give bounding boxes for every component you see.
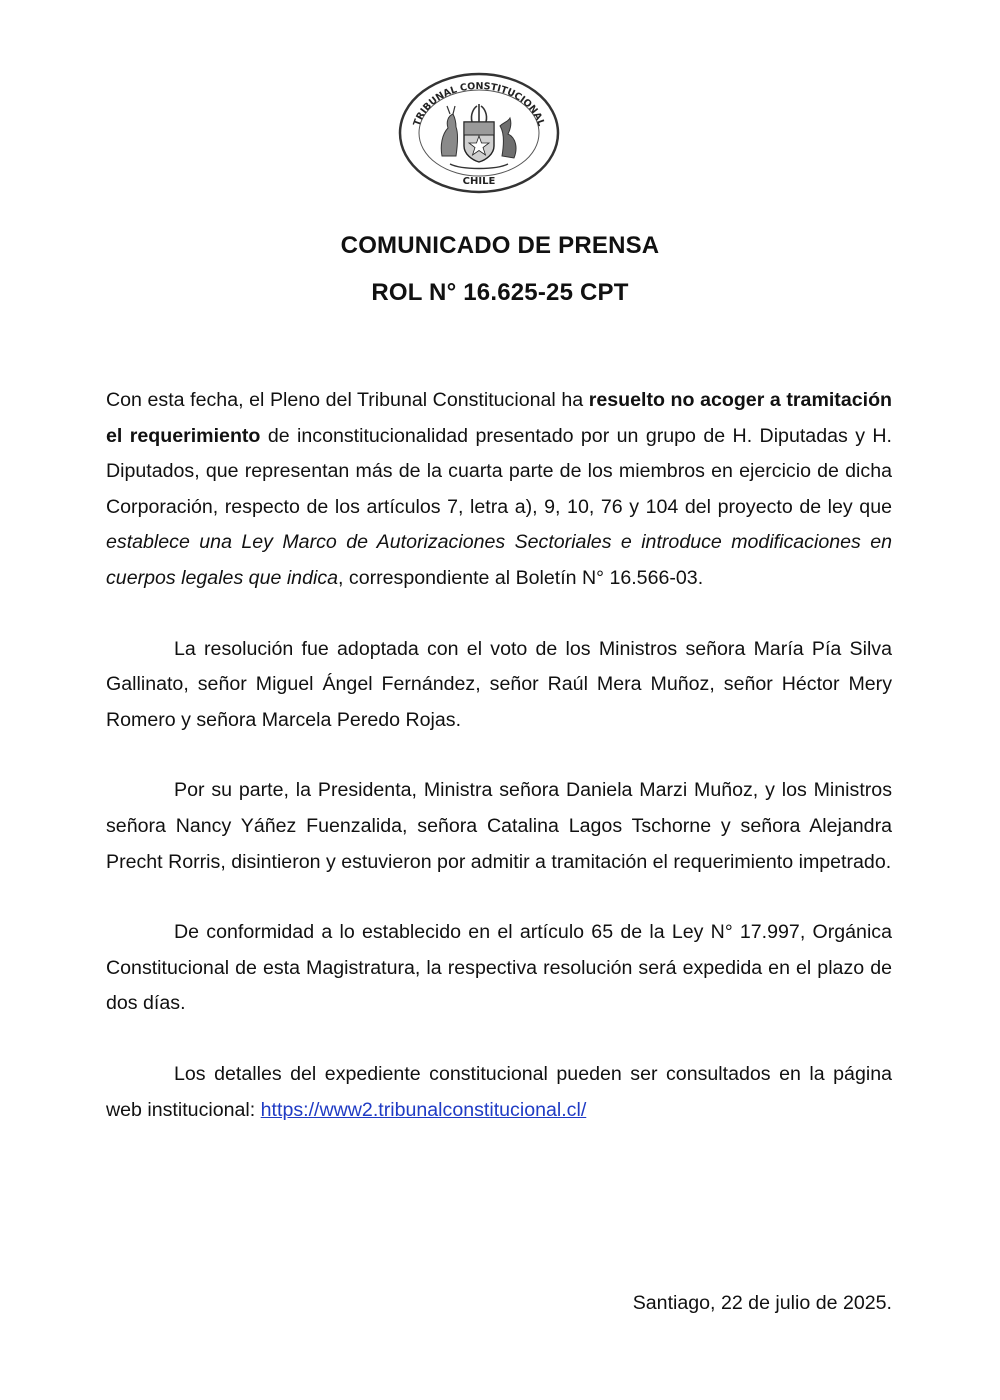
bill-title: establece una Ley Marco de Autorizaciones Sectoriales e introduce modificaciones en cuerpos legales que indica <box>106 531 892 589</box>
seal-top-text: TRIBUNAL CONSTITUCIONAL <box>411 80 547 128</box>
paragraph-majority-vote: La resolución fue adoptada con el voto de los Ministros señora María Pía Silva Gallinato, señor Miguel Ángel Fernández, señor Raúl Mera Muñoz, señor Héctor Mery Romero y señora Marcela Peredo Rojas. <box>106 637 892 731</box>
tribunal-website-link[interactable]: https://www2.tribunalconstitucional.cl/ <box>260 1098 587 1121</box>
paragraph-dissent: Por su parte, la Presidenta, Ministra señora Daniela Marzi Muñoz, y los Ministros señora Nancy Yáñez Fuenzalida, señora Catalina Lagos Tschorne y señora Alejandra Precht Rorris, disintieron y estuvieron por admitir a tramitación el requerimiento impetrado. <box>106 779 892 873</box>
press-release-body <box>106 383 892 1128</box>
date-line: Santiago, 22 de julio de 2025. <box>632 1292 892 1314</box>
paragraph-1-tail: , correspondiente al Boletín N° 16.566-03. <box>338 566 704 589</box>
case-number-heading: ROL N° 16.625-25 CPT <box>371 279 629 306</box>
tribunal-seal-logo <box>398 72 560 194</box>
press-release-heading: COMUNICADO DE PRENSA <box>340 232 660 259</box>
paragraph-website <box>106 1057 892 1128</box>
paragraph-5-text: Los detalles del expediente constitucional pueden ser consultados en la página web institucional: <box>106 1062 892 1121</box>
paragraph-1-bold: resuelto no acoger a tramitación el requerimiento <box>106 389 893 447</box>
seal-bottom-text: CHILE <box>462 176 496 187</box>
paragraph-1-mid: de inconstitucionalidad presentado por un grupo de H. Diputadas y H. Diputados, que representan más de la cuarta parte de los miembros en ejercicio de dicha Corporación, respecto de los artículos 7, letra a), 9, 10, 76 y 104 del proyecto de ley que <box>106 424 892 518</box>
paragraph-1-lead: Con esta fecha, el Pleno del Tribunal Constitucional ha <box>106 389 589 411</box>
paragraph-resolution <box>106 383 892 597</box>
paragraph-legal-basis: De conformidad a lo establecido en el artículo 65 de la Ley N° 17.997, Orgánica Constitucional de esta Magistratura, la respectiva resolución será expedida en el plazo de dos días. <box>106 921 892 1015</box>
